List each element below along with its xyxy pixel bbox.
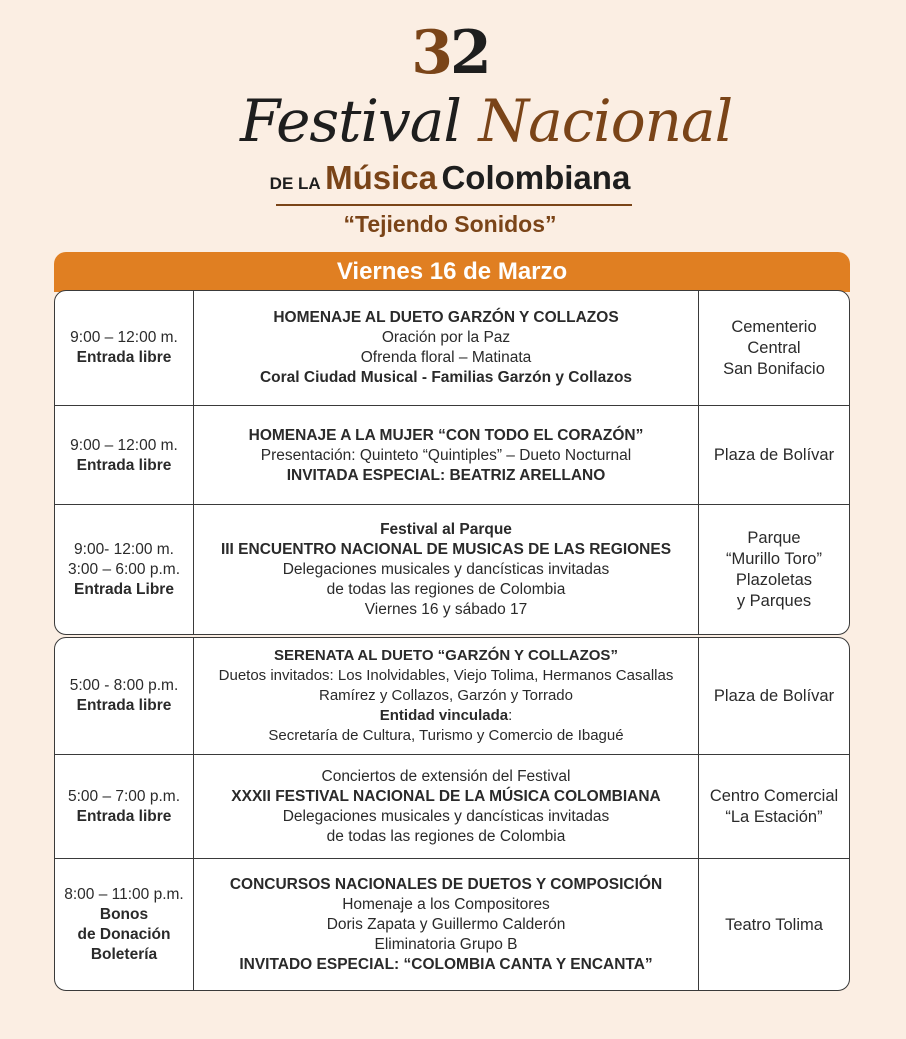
event-place: Parque <box>747 529 801 547</box>
event-access: de Donación <box>77 926 171 943</box>
event-place: San Bonifacio <box>723 359 825 378</box>
event-subtitle: Festival al Parque <box>380 521 512 538</box>
logo-de-la: DE LA <box>269 174 321 193</box>
event-access: Boletería <box>90 946 158 963</box>
event-detail: Homenaje a los Compositores <box>342 896 550 913</box>
event-guest: INVITADO ESPECIAL: “COLOMBIA CANTA Y ENCANTA” <box>239 956 653 973</box>
event-access: Entrada libre <box>76 456 172 474</box>
festival-tagline: “Tejiendo Sonidos” <box>343 211 557 237</box>
event-detail: Ramírez y Collazos, Garzón y Torrado <box>319 687 573 704</box>
day-banner: Viernes 16 de Marzo <box>54 252 850 292</box>
entity-label-colon: : <box>508 707 513 724</box>
event-time: 9:00- 12:00 m. <box>74 541 174 558</box>
logo-word-nacional: Nacional <box>478 87 733 155</box>
event-cell <box>194 638 699 754</box>
event-detail: Doris Zapata y Guillermo Calderón <box>326 916 566 933</box>
logo-colombiana: Colombiana <box>441 159 631 196</box>
time-cell <box>55 505 194 635</box>
event-place: Plaza de Bolívar <box>713 446 835 464</box>
time-cell <box>55 755 194 859</box>
event-title: HOMENAJE A LA MUJER “CON TODO EL CORAZÓN” <box>248 426 644 444</box>
event-cell <box>194 859 699 991</box>
event-place: Central <box>747 338 801 357</box>
event-detail: Viernes 16 y sábado 17 <box>364 601 528 618</box>
event-time: 5:00 - 8:00 p.m. <box>69 677 179 694</box>
event-place: Plazoletas <box>735 571 813 589</box>
schedule-row <box>55 638 849 754</box>
schedule-row <box>55 405 849 505</box>
schedule-block-1 <box>54 290 850 635</box>
event-access: Entrada Libre <box>74 581 174 598</box>
schedule-row <box>55 858 849 991</box>
event-time: 9:00 – 12:00 m. <box>70 436 178 454</box>
event-cell <box>194 755 699 859</box>
event-subtitle: Conciertos de extensión del Festival <box>321 768 571 785</box>
event-detail: Eliminatoria Grupo B <box>374 936 518 953</box>
event-place: “Murillo Toro” <box>726 550 822 568</box>
schedule-row <box>55 504 849 635</box>
event-cell <box>194 406 699 505</box>
place-cell <box>699 755 849 859</box>
event-time: 8:00 – 11:00 p.m. <box>64 886 184 903</box>
event-detail: de todas las regiones de Colombia <box>326 828 566 845</box>
entity-label-text: Entidad vinculada <box>379 707 509 724</box>
event-entity-label <box>380 706 513 726</box>
time-cell <box>55 638 194 754</box>
place-cell <box>699 406 849 505</box>
place-cell <box>699 859 849 991</box>
event-guest: INVITADA ESPECIAL: BEATRIZ ARELLANO <box>286 466 606 484</box>
event-place: Plaza de Bolívar <box>713 686 835 705</box>
logo-subtitle <box>240 158 660 205</box>
place-cell <box>699 505 849 635</box>
event-place: Teatro Tolima <box>725 915 823 934</box>
place-cell <box>699 291 849 405</box>
event-place: “La Estación” <box>725 808 823 826</box>
event-access: Entrada libre <box>76 808 172 825</box>
event-title: CONCURSOS NACIONALES DE DUETOS Y COMPOSICIÓN <box>229 876 663 893</box>
event-detail: Secretaría de Cultura, Turismo y Comercio de Ibagué <box>268 727 624 744</box>
event-cell <box>194 505 699 635</box>
festival-logo <box>240 18 733 237</box>
schedule-row <box>55 754 849 859</box>
place-cell <box>699 638 849 754</box>
logo-divider <box>276 204 632 206</box>
logo-word-festival: Festival <box>240 87 461 155</box>
event-place: y Parques <box>736 592 812 610</box>
edition-digit-3: 3 <box>411 18 450 88</box>
event-detail: Duetos invitados: Los Inolvidables, Viejo Tolima, Hermanos Casallas <box>218 667 674 684</box>
event-performer: Coral Ciudad Musical - Familias Garzón y Collazos <box>259 369 633 386</box>
schedule-row <box>55 291 849 405</box>
time-cell <box>55 291 194 405</box>
event-title: SERENATA AL DUETO “GARZÓN Y COLLAZOS” <box>274 647 618 664</box>
event-detail: Presentación: Quinteto “Quintiples” – Dueto Nocturnal <box>260 446 632 464</box>
schedule-block-2 <box>54 637 850 991</box>
event-title: XXXII FESTIVAL NACIONAL DE LA MÚSICA COLOMBIANA <box>231 788 661 805</box>
event-access: Entrada libre <box>76 697 172 714</box>
event-detail: Delegaciones musicales y dancísticas invitadas <box>282 808 610 825</box>
event-title: III ENCUENTRO NACIONAL DE MUSICAS DE LAS REGIONES <box>220 541 672 558</box>
time-cell <box>55 859 194 991</box>
logo-musica: Música <box>325 159 437 196</box>
edition-number <box>240 18 660 88</box>
event-place: Cementerio <box>731 317 817 336</box>
event-time: 5:00 – 7:00 p.m. <box>67 788 181 805</box>
event-title: HOMENAJE AL DUETO GARZÓN Y COLLAZOS <box>273 309 619 326</box>
event-access: Entrada libre <box>76 349 172 366</box>
event-access: Bonos <box>99 906 149 923</box>
event-place: Centro Comercial <box>709 787 839 805</box>
event-cell <box>194 291 699 405</box>
logo-script-title <box>240 86 733 156</box>
event-time: 9:00 – 12:00 m. <box>70 329 178 346</box>
event-detail: Oración por la Paz <box>381 329 511 346</box>
event-time: 3:00 – 6:00 p.m. <box>67 561 181 578</box>
event-detail: Ofrenda floral – Matinata <box>360 349 532 366</box>
event-detail: Delegaciones musicales y dancísticas invitadas <box>282 561 610 578</box>
time-cell <box>55 406 194 505</box>
event-detail: de todas las regiones de Colombia <box>326 581 566 598</box>
edition-digit-2: 2 <box>450 18 489 88</box>
